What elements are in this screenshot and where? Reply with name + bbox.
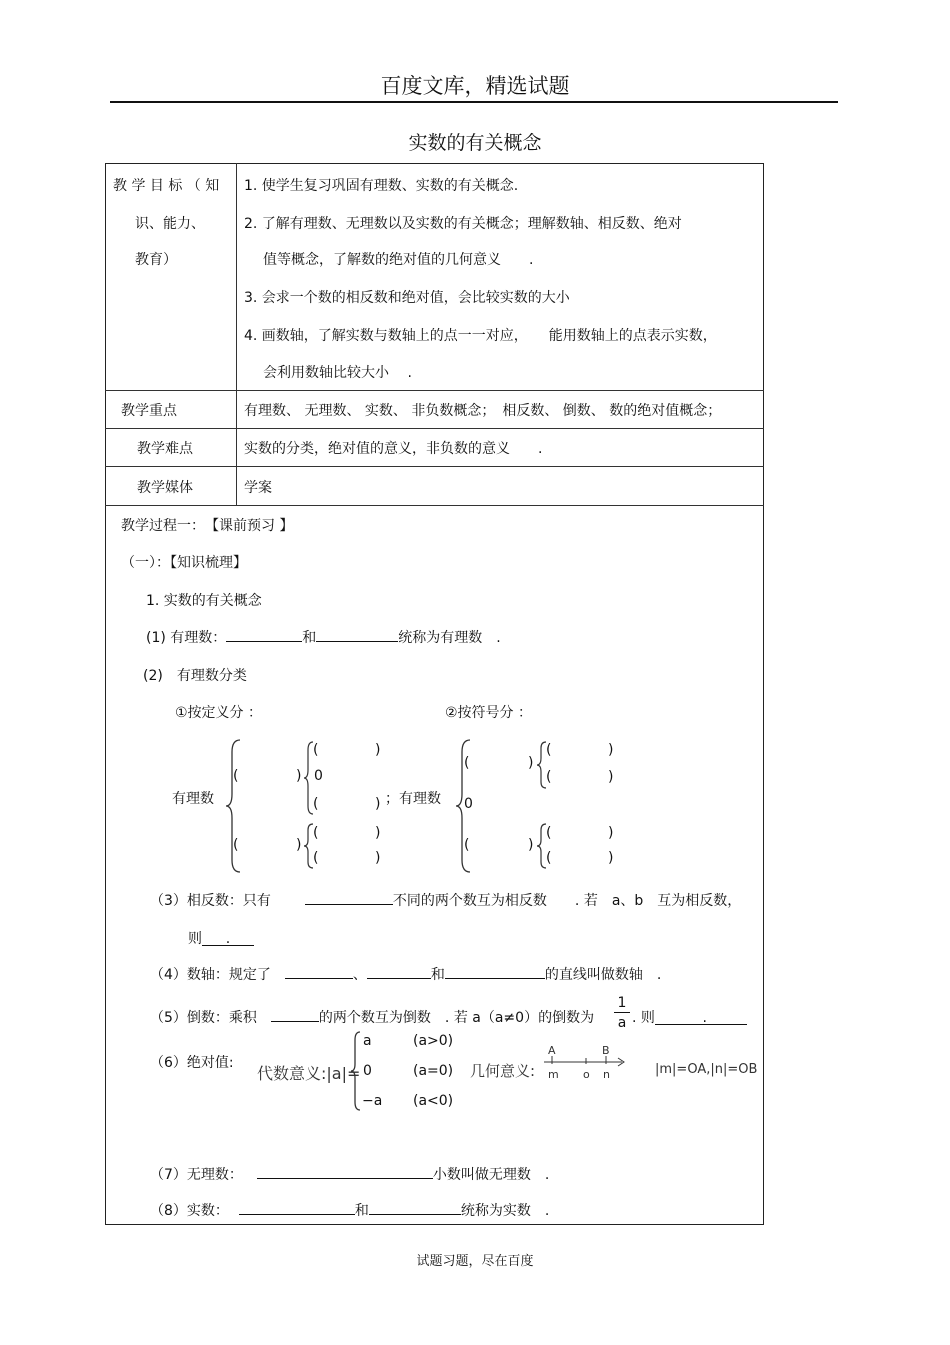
- page-footer: 试题习题，尽在百度: [416, 1254, 534, 1269]
- difficulty-value: 实数的分类，绝对值的意义，非负数的意义 .: [244, 441, 543, 457]
- answer-blank[interactable]: [271, 1007, 319, 1022]
- reciprocal-fraction: [614, 994, 630, 1033]
- abs-case-value: a: [363, 1033, 372, 1049]
- point-n-label: n: [603, 1068, 610, 1081]
- answer-blank[interactable]: [445, 964, 545, 979]
- blank-paren-close: ): [296, 837, 302, 853]
- question-7: [150, 1164, 549, 1184]
- header-rule: [110, 101, 838, 103]
- answer-blank[interactable]: [202, 931, 254, 946]
- origin-label: o: [583, 1068, 590, 1081]
- rational-label-by-sign: ；有理数: [385, 791, 441, 807]
- question-1: [146, 627, 501, 647]
- goal-item: 3. 会求一个数的相反数和绝对值，会比较实数的大小: [244, 290, 570, 306]
- fraction-numerator: 1: [617, 995, 627, 1011]
- question-1-suffix: 统称为有理数 .: [398, 630, 501, 646]
- difficulty-label: 教学难点: [137, 441, 193, 457]
- blank-paren-open: (: [546, 850, 552, 866]
- blank-paren-open: (: [464, 755, 470, 771]
- blank-paren-open: (: [464, 837, 470, 853]
- blank-paren-open: (: [313, 796, 319, 812]
- answer-blank[interactable]: [305, 890, 393, 905]
- answer-blank[interactable]: [655, 1010, 747, 1025]
- key-points-value: 有理数、 无理数、 实数、 非负数概念； 相反数、 倒数、 数的绝对值概念；: [244, 403, 722, 419]
- document-title: 实数的有关概念: [408, 132, 542, 154]
- classification-by-definition-braces: [224, 738, 244, 874]
- question-3-then: 则: [188, 931, 202, 947]
- question-4-sep: 、: [352, 967, 367, 983]
- rational-label: 有理数: [172, 791, 214, 807]
- blank-paren-open: (: [546, 825, 552, 841]
- blank-paren-open: (: [313, 742, 319, 758]
- goal-item: 2. 了解有理数、无理数以及实数的有关概念；理解数轴、相反数、绝对: [244, 216, 682, 232]
- question-2: (2) 有理数分类: [143, 668, 247, 684]
- zero-label: 0: [314, 768, 323, 784]
- point-A-label: A: [548, 1044, 556, 1057]
- abs-case-condition: (a>0): [413, 1033, 454, 1049]
- abs-case-condition: (a<0): [413, 1093, 454, 1109]
- answer-blank[interactable]: [285, 964, 353, 979]
- question-5-prefix: （5）倒数：乘积: [150, 1010, 257, 1026]
- process-title: 教学过程一： 【课前预习 】: [121, 518, 294, 534]
- blank-paren-open: (: [313, 850, 319, 866]
- abs-case-condition: (a=0): [413, 1063, 454, 1079]
- blank-paren-close: ): [375, 825, 381, 841]
- question-4-prefix: （4）数轴：规定了: [150, 967, 271, 983]
- answer-blank[interactable]: [239, 1200, 355, 1215]
- blank-paren-close: ): [375, 742, 381, 758]
- table-column-divider: [236, 163, 237, 505]
- blank-paren-open: (: [546, 742, 552, 758]
- blank-paren-close: ): [608, 850, 614, 866]
- goal-item: 4. 画数轴，了解实数与数轴上的点一一对应， 能用数轴上的点表示实数，: [244, 328, 717, 344]
- question-3-prefix: （3）相反数：只有: [150, 893, 271, 909]
- key-points-label: 教学重点: [121, 403, 177, 419]
- blank-dot: .: [225, 931, 231, 947]
- goals-label: 教 学 目 标 （ 知: [113, 178, 220, 194]
- point-m-label: m: [548, 1068, 559, 1081]
- question-7-prefix: （7）无理数：: [150, 1167, 243, 1183]
- answer-blank[interactable]: [369, 1200, 461, 1215]
- blank-paren-close: ): [608, 742, 614, 758]
- question-3: [150, 890, 741, 910]
- number-line-diagram: [540, 1042, 630, 1082]
- answer-blank[interactable]: [367, 964, 431, 979]
- classify-by-sign: ②按符号分 ：: [445, 705, 533, 721]
- goals-label: 识、能力、: [135, 216, 205, 232]
- answer-blank[interactable]: [226, 627, 302, 642]
- question-6: （6）绝对值:: [150, 1055, 234, 1071]
- blank-paren-close: ): [528, 755, 534, 771]
- media-value: 学案: [244, 480, 272, 496]
- blank-paren-open: (: [233, 837, 239, 853]
- blank-paren-close: ): [528, 837, 534, 853]
- abs-case-value: 0: [363, 1063, 372, 1079]
- zero-label: 0: [464, 796, 473, 812]
- abs-algebraic-label: 代数意义:|a|=: [257, 1064, 361, 1083]
- question-8-suffix: 统称为实数 .: [460, 1203, 550, 1219]
- goal-item: 值等概念，了解数的绝对值的几何意义 .: [263, 252, 534, 268]
- question-5-then: . 则: [632, 1010, 655, 1026]
- question-7-suffix: 小数叫做无理数 .: [432, 1167, 550, 1183]
- table-row-divider: [105, 390, 764, 391]
- blank-paren-open: (: [233, 768, 239, 784]
- question-3-continuation: [188, 928, 254, 948]
- table-row-divider: [105, 428, 764, 429]
- table-row-divider: [105, 505, 764, 506]
- classify-by-definition: ①按定义分 ：: [175, 705, 263, 721]
- point-B-label: B: [602, 1044, 610, 1057]
- abs-cases-brace: [350, 1030, 362, 1112]
- question-1-and: 和: [302, 630, 317, 646]
- abs-geometric-equation: |m|=OA,|n|=OB: [655, 1062, 758, 1077]
- question-3-text: 不同的两个数互为相反数 . 若 a、b 互为相反数，: [392, 893, 742, 909]
- abs-geometric-label: 几何意义:: [470, 1062, 536, 1080]
- question-4-suffix: 的直线叫做数轴 .: [544, 967, 662, 983]
- question-5-end: [632, 1007, 747, 1027]
- question-5: [150, 1007, 594, 1027]
- goals-label: 教育）: [135, 252, 177, 268]
- abs-case-value: −a: [362, 1093, 383, 1109]
- answer-blank[interactable]: [257, 1164, 433, 1179]
- blank-paren-close: ): [375, 796, 381, 812]
- answer-blank[interactable]: [316, 627, 398, 642]
- blank-dot: .: [702, 1010, 707, 1026]
- blank-paren-close: ): [296, 768, 302, 784]
- goal-item: 1. 使学生复习巩固有理数、实数的有关概念.: [244, 178, 519, 194]
- question-4-and: 和: [430, 967, 445, 983]
- blank-paren-close: ): [375, 850, 381, 866]
- blank-paren-close: ): [608, 825, 614, 841]
- item-heading: 1. 实数的有关概念: [146, 593, 262, 609]
- page-header: 百度文库，精选试题: [380, 74, 570, 98]
- goal-item: 会利用数轴比较大小 .: [263, 365, 412, 381]
- question-5-text: 的两个数互为倒数 . 若 a（a≠0）的倒数为: [318, 1010, 595, 1026]
- table-row-divider: [105, 466, 764, 467]
- question-8-and: 和: [354, 1203, 369, 1219]
- question-8: [150, 1200, 549, 1220]
- blank-paren-open: (: [546, 769, 552, 785]
- section-heading: （一）：【知识梳理】: [121, 555, 247, 571]
- blank-paren-open: (: [313, 825, 319, 841]
- question-8-prefix: （8）实数：: [150, 1203, 229, 1219]
- blank-paren-close: ): [608, 769, 614, 785]
- media-label: 教学媒体: [137, 480, 193, 496]
- fraction-denominator: a: [617, 1015, 627, 1031]
- question-4: [150, 964, 661, 984]
- question-1-prefix: (1) 有理数：: [146, 630, 227, 646]
